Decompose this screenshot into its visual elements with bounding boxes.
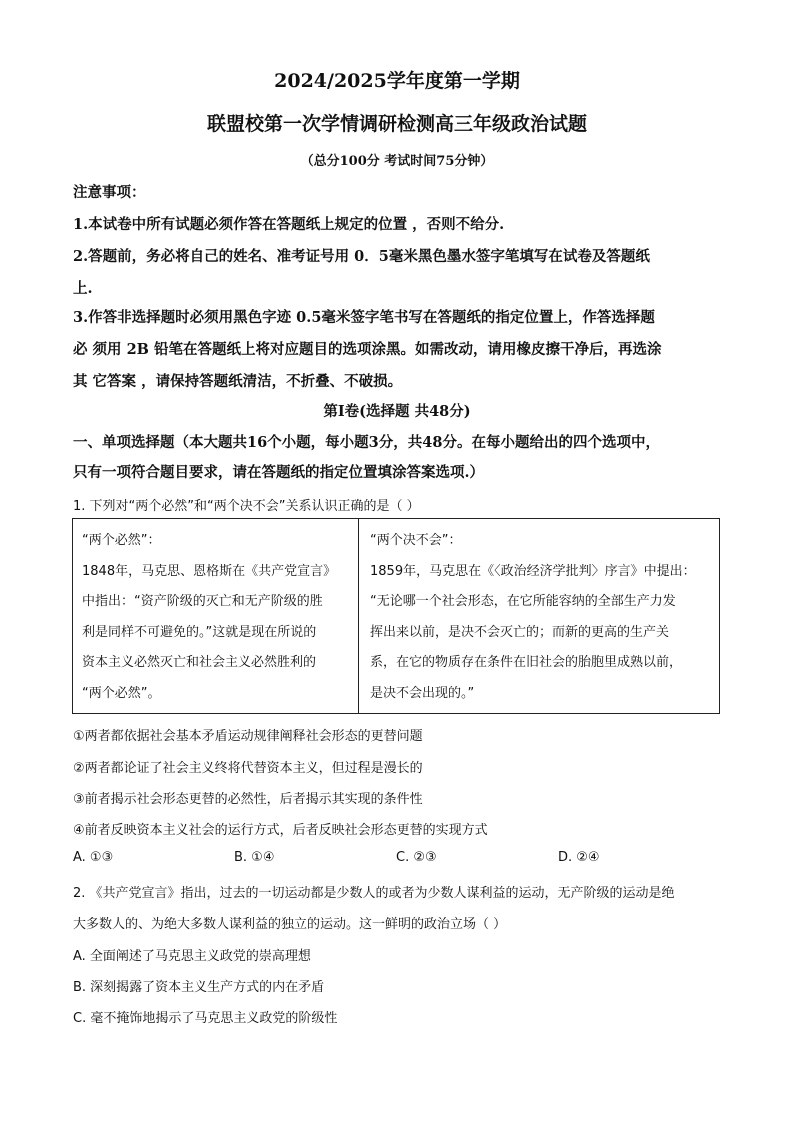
table-cell-two-nevers [370,526,696,709]
question-1-option-a: A. ①③ [73,850,114,865]
exam-term-title: 2024/2025学年度第一学期 [274,70,520,92]
question-2-option-b: B. 深刻揭露了资本主义生产方式的内在矛盾 [73,980,325,995]
question-2-option-c: C. 毫不掩饰地揭示了马克思主义政党的阶级性 [73,1011,338,1026]
question-1-statement: ③前者揭示社会形态更替的必然性，后者揭示其实现的条件性 [73,792,423,807]
question-1-statement: ④前者反映资本主义社会的运行方式，后者反映社会形态更替的实现方式 [73,823,488,838]
table-divider [358,519,359,713]
notice-heading: 注意事项： [73,184,146,201]
section-title: 第Ⅰ卷(选择题 共48分) [323,403,471,420]
exam-info: （总分100分 考试时间75分钟） [300,154,494,169]
question-1-stem: 1. 下列对“两个必然”和“两个决不会”关系认识正确的是（ ） [73,499,420,514]
exam-title: 联盟校第一次学情调研检测高三年级政治试题 [206,113,587,135]
cell-line: “无论哪一个社会形态，在它所能容纳的全部生产力发 [370,594,676,609]
notice-line: 2.答题前，务必将自己的姓名、准考证号用 0．5毫米黑色墨水签字笔填写在试卷及答题纸 [73,248,650,265]
question-2-stem-line: 2. 《共产党宣言》指出，过去的一切运动都是少数人的或者为少数人谋利益的运动，无产阶级的运动是绝 [73,886,675,901]
section-intro-line: 一、单项选择题（本大题共16个小题，每小题3分，共48分。在每小题给出的四个选项中， [73,434,660,451]
notice-line: 上. [73,280,93,297]
question-1-table [72,518,720,714]
section-intro-line: 只有一项符合题目要求，请在答题纸的指定位置填涂答案选项.） [73,464,485,481]
cell-line: 中指出：“资产阶级的灭亡和无产阶级的胜 [82,594,323,609]
question-2-option-a: A. 全面阐述了马克思主义政党的崇高理想 [73,949,311,964]
cell-line: 是决不会出现的。” [370,685,475,701]
cell-line: 系，在它的物质存在条件在旧社会的胎胞里成熟以前， [370,655,683,670]
question-1-option-b: B. ①④ [234,850,275,865]
notice-line: 3.作答非选择题时必须用黑色字迹 0.5毫米签字笔书写在答题纸的指定位置上，作答选择题 [73,309,655,326]
question-2-stem-line: 大多数人的、为绝大多数人谋利益的独立的运动。这一鲜明的政治立场（ ） [73,917,507,932]
cell-line: “两个必然”。 [82,685,161,701]
question-1-statement: ①两者都依据社会基本矛盾运动规律阐释社会形态的更替问题 [73,729,423,744]
cell-line: “两个决不会”： [370,533,462,548]
cell-line: 1848年，马克思、恩格斯在《共产党宣言》 [82,563,337,579]
notice-line: 必 须用 2B 铅笔在答题纸上将对应题目的选项涂黑。如需改动，请用橡皮擦干净后，再选涂 [73,341,662,358]
cell-line: 资本主义必然灭亡和社会主义必然胜利的 [82,655,317,670]
question-1-option-c: C. ②③ [396,850,437,865]
cell-line: 1859年，马克思在《〈政治经济学批判〉序言》中提出： [370,563,696,579]
cell-line: 利是同样不可避免的。”这就是现在所说的 [82,624,317,640]
notice-line: 1.本试卷中所有试题必须作答在答题纸上规定的位置 ，否则不给分. [73,216,505,233]
notice-line: 其 它答案 ，请保持答题纸清洁，不折叠、不破损。 [73,373,403,390]
cell-line: “两个必然”： [82,533,161,548]
table-cell-two-inevitabilities [82,526,336,709]
question-1-statement: ②两者都论证了社会主义终将代替资本主义，但过程是漫长的 [73,761,423,776]
question-1-option-d: D. ②④ [558,850,600,865]
cell-line: 挥出来以前，是决不会灭亡的；而新的更高的生产关 [370,624,670,640]
